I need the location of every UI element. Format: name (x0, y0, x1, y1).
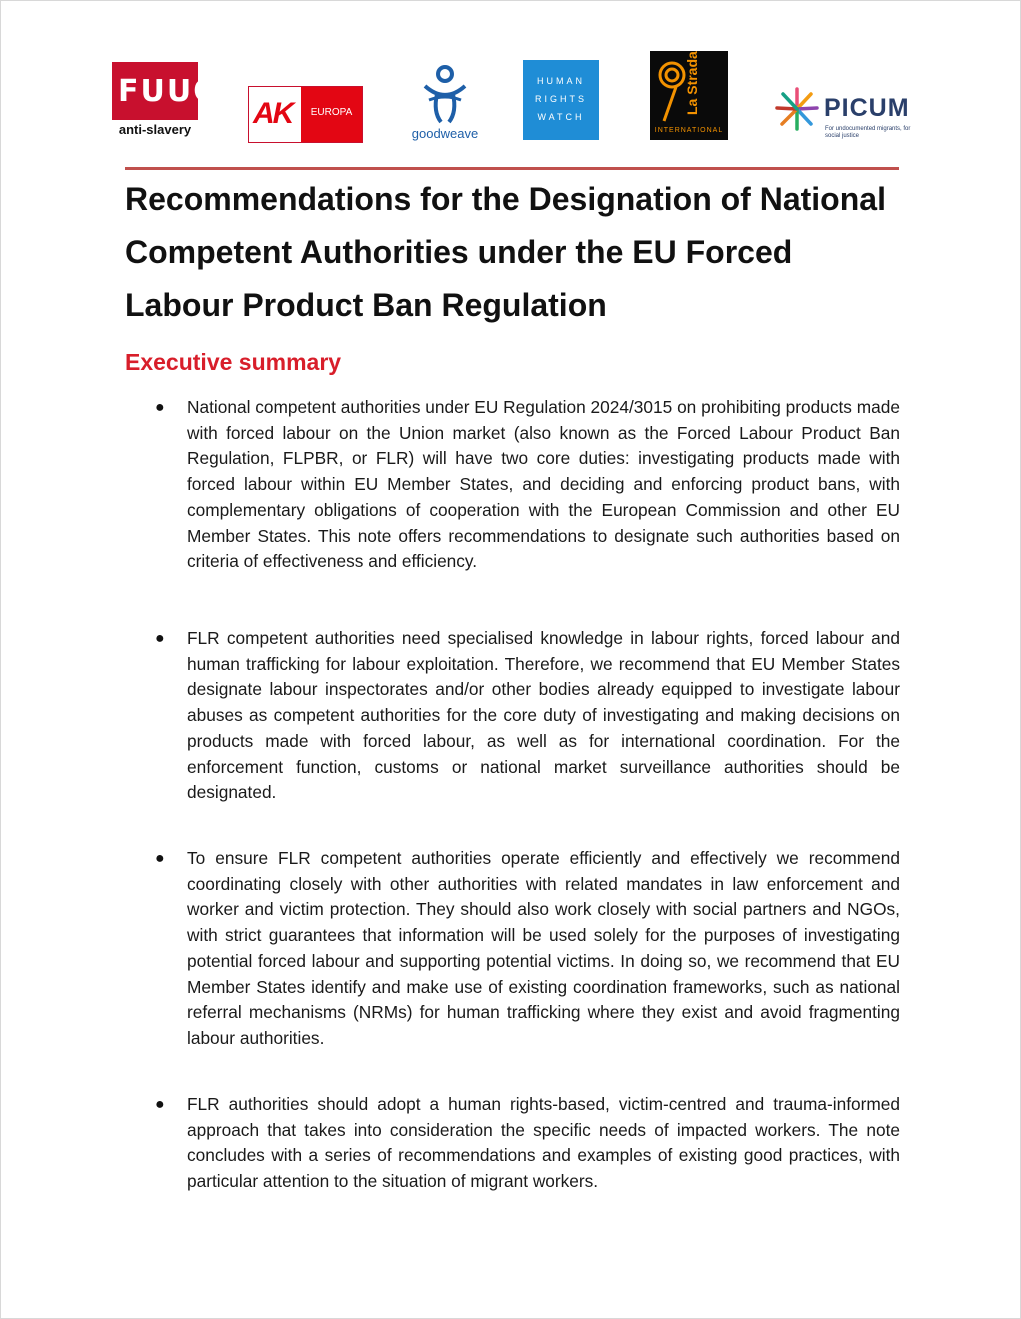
la-strada-subtitle: INTERNATIONAL (654, 127, 724, 134)
bullet-text: FLR authorities should adopt a human rights-based, victim-centred and trauma-informed approach that takes into consideration the specific needs of impacted workers. The note concludes with a series of recommendations and examples of existing good practices, with particular attention to the situation of migrant workers. (187, 1094, 900, 1192)
title-rule (125, 167, 899, 170)
bullet-icon: ● (155, 850, 165, 867)
hrw-line: WATCH (537, 112, 585, 122)
human-rights-watch-logo (523, 60, 599, 140)
bullet-text: To ensure FLR competent authorities operate efficiently and effectively we recommend coordinating closely with other authorities with related mandates in law enforcement and worker and victim protection. They should also work closely with social partners and NGOs, with strict guarantees that information will be used solely for the purposes of investigating potential forced labour and supporting potential victims. In doing so, we recommend that EU Member States identify and make use of existing coordination frameworks, such as national referral mechanisms (NRMs) for human trafficking where they exist and avoid fragmenting labour authorities. (187, 848, 900, 1048)
picum-tagline: For undocumented migrants, for social justice (825, 126, 911, 139)
bullet-icon: ● (155, 399, 165, 416)
picum-burst-icon (774, 86, 820, 132)
hrw-line: RIGHTS (534, 94, 587, 104)
bullet-icon: ● (155, 1096, 165, 1113)
ak-europa-logo (248, 86, 363, 143)
hrw-line: HUMAN (537, 76, 585, 86)
bullet-text: FLR competent authorities need specialised knowledge in labour rights, forced labour and human trafficking for labour exploitation. Therefore, we recommend that EU Member States designate labour inspectorates and/or other bodies already equipped to investigate labour abuses as competent authorities for the core duty of investigating and making decisions on products made with forced labour, as well as for international coordination. For the enforcement function, customs or national market surveillance authorities should be designated. (187, 628, 900, 803)
anti-slavery-mark: FUUO (118, 74, 221, 109)
la-strada-name: La Strada (684, 51, 700, 115)
bullet-icon: ● (155, 630, 165, 647)
goodweave-figure-icon (415, 64, 475, 124)
picum-logo (774, 86, 914, 142)
document-title: Recommendations for the Designation of National Competent Authorities under the EU Forced Labour Product Ban Regulation (125, 181, 886, 323)
bullet-text: National competent authorities under EU Regulation 2024/3015 on prohibiting products made with forced labour on the Union market (also known as the Forced Labour Product Ban Regulation, FLPBR, or FLR) will have two core duties: investigating products made with forced labour within EU Member States, and deciding and enforcing product bans, with complementary obligations of cooperation with the European Commission and other EU Member States. This note offers recommendations to designate such authorities based on criteria of effectiveness and efficiency. (187, 397, 900, 572)
goodweave-logo (400, 64, 490, 144)
anti-slavery-caption: anti-slavery (118, 122, 192, 137)
ak-mark: AK (253, 97, 293, 130)
la-strada-logo (650, 51, 728, 140)
ak-europa-label: EUROPA (310, 107, 353, 118)
picum-name: PICUM (824, 94, 910, 122)
section-heading: Executive summary (125, 349, 342, 375)
goodweave-name: goodweave (411, 126, 479, 141)
anti-slavery-logo (108, 62, 221, 142)
